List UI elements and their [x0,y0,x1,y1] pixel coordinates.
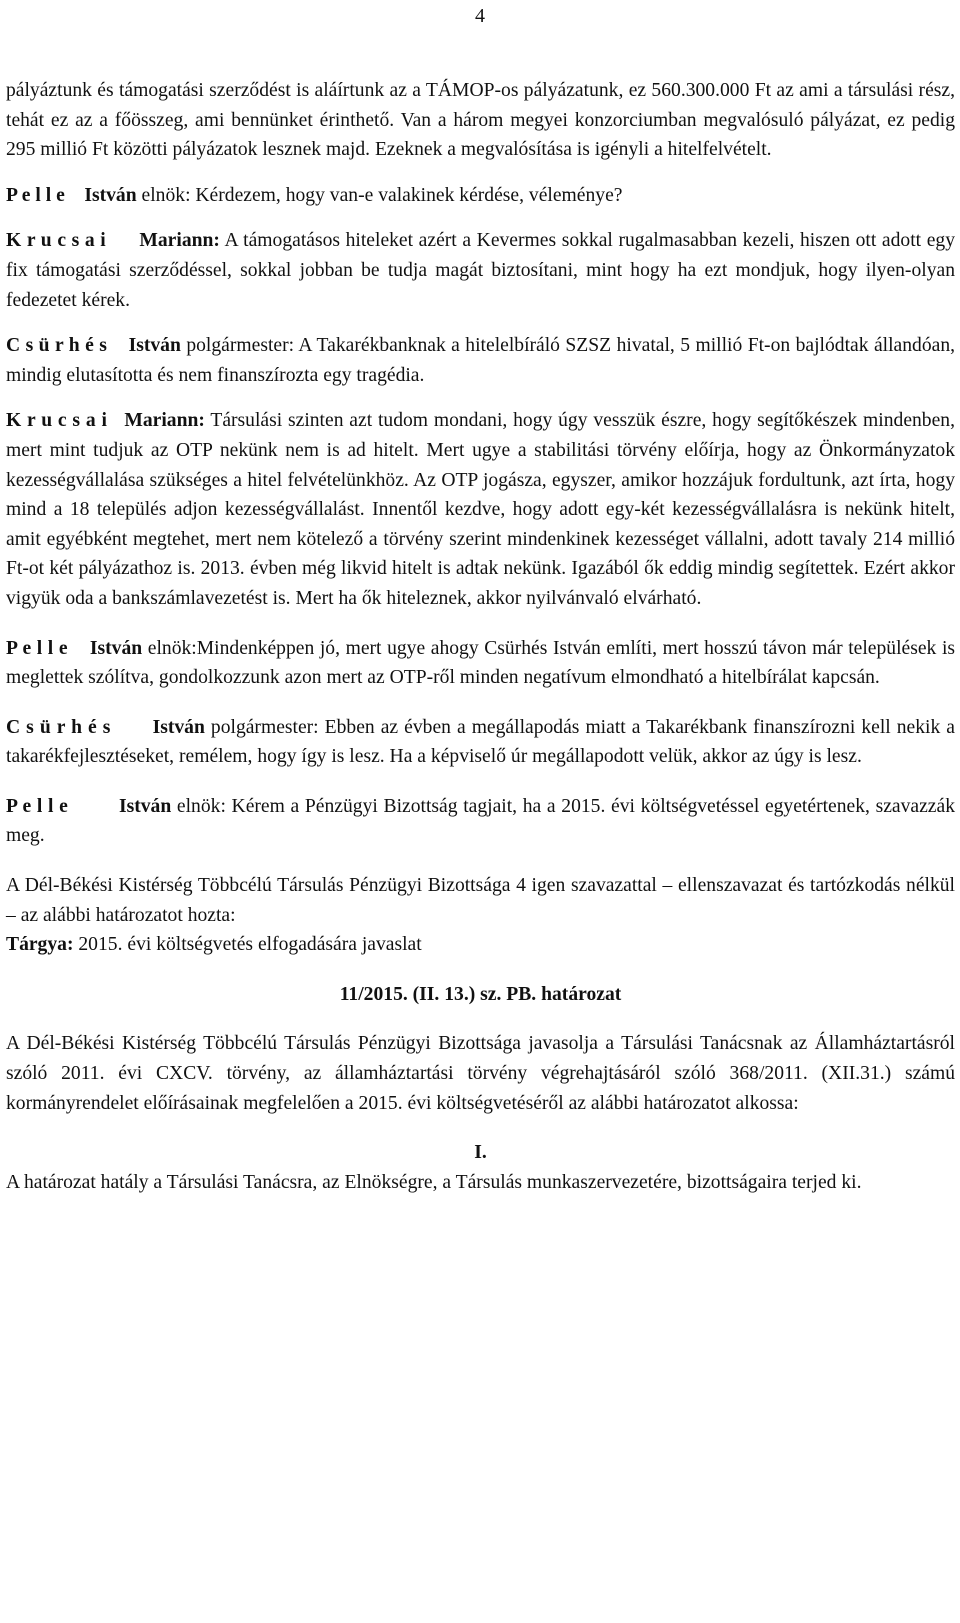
speech-text: Társulási szinten azt tudom mondani, hogy úgy vesszük észre, hogy segítőkészek mindenben, mert mint tudjuk az OTP nekünk nem is ad hitelt. Mert ugye a stabilitási törvény előírja, hogy az Önkormányzatok kezességvállalása szükséges a hitel felvételünkhöz. Az OTP jogásza, egyszer, amikor hozzájuk fordultunk, azt írta, hogy mind a 18 település adjon kezességvállalást. Innentől kezdve, hogy adott egy-két kezességvállalásra is nekünk hitelt, amit egyébként megtehet, mert nem kötelező a törvény szerint mindenkinek kezességet vállalni, adott tavaly 214 millió Ft-ot két pályázathoz is. 2013. évben még likvid hitelt is adtak nekünk. Igazából ők eddig mindig segítettek. Ezért akkor vigyük oda a bankszámlavezetést is. Mert ha ők hiteleznek, akkor nyilvánvaló elvárható. [6,410,955,609]
speaker-surname: K r u c s a i [6,410,107,432]
speech-text: elnök:Mindenképpen jó, mert ugye ahogy Csürhés István említi, mert hosszú távon már települések is meglettek szólítva, gondolkozzunk azon mert az OTP-ről minden negatívum elmondható a hitelbírálat kapcsán. [6,637,956,689]
speech-csurhes-1 [6,331,955,390]
section-numeral-text: I. [474,1142,487,1164]
speech-text: A támogatásos hiteleket azért a Kevermes sokkal rugalmasabban kezeli, hiszen ott adott egy fix támogatási szerződéssel, sokkal jobban be tudja magát biztosítani, mint hogy ha ezt mondjuk, hogy ilyen-olyan fedezetet kérek. [6,230,956,311]
speech-text: polgármester: Ebben az évben a megállapodás miatt a Takarékbank finanszírozni kell nekik a takarékfejlesztéseket, remélem, hogy így is lesz. Ha a képviselő úr megállapodott velük, akkor az úgy is lesz. [6,716,956,768]
speech-pelle-question [6,181,955,211]
speaker-surname: P e l l e [6,184,65,206]
resolution-body: A Dél-Békési Kistérség Többcélú Társulás Pénzügyi Bizottsága javasolja a Társulási Tanácsnak az Államháztartásról szóló 2011. évi CXCV. törvény, az államháztartási törvény végrehajtásáról szóló 368/2011. (XII.31.) számú kormányrendelet előírásainak megfelelően a 2015. évi költségvetéséről az alábbi határozatot alkossa: [6,1033,955,1114]
scope-paragraph: A határozat hatály a Társulási Tanácsra, az Elnökségre, a Társulás munkaszervezetére, bizottságaira terjed ki. [6,1171,862,1193]
speaker-firstname: István [128,335,181,357]
speaker-surname: C s ü r h é s [6,335,107,357]
speaker-firstname: István [89,637,143,659]
speaker-surname: K r u c s a i [6,230,106,252]
speaker-firstname: István [118,795,172,817]
subject-label: Tárgya: [6,934,74,956]
document-body [0,76,960,1197]
speech-text: elnök: Kérem a Pénzügyi Bizottság tagjait, ha a 2015. évi költségvetéssel egyetértenek, szavazzák meg. [6,795,955,847]
section-numeral [6,1138,955,1168]
speaker-firstname: Mariann: [124,410,205,432]
speech-krucsai-1 [6,226,955,315]
subject-text: 2015. évi költségvetés elfogadására javaslat [73,934,422,956]
speech-csurhes-2 [6,713,955,772]
vote-result: A Dél-Békési Kistérség Többcélú Társulás Pénzügyi Bizottsága 4 igen szavazattal – ellenszavazat és tartózkodás nélkül – az alábbi határozatot hozta: [6,875,955,926]
resolution-title-text: 11/2015. (II. 13.) sz. PB. határozat [339,983,622,1005]
speech-krucsai-2 [6,406,955,613]
speech-text: polgármester: A Takarékbanknak a hitelelbíráló SZSZ hivatal, 5 millió Ft-on bajlódtak állandóan, mindig elutasította és nem finanszírozta egy tragédia. [6,335,956,386]
subject-line [6,930,955,960]
speaker-surname: C s ü r h é s [6,716,111,738]
resolution-title [6,980,955,1010]
speaker-surname: P e l l e [6,637,68,659]
speech-pelle-3 [6,792,955,851]
page-number: 4 [475,5,485,27]
speaker-firstname: István [84,184,137,206]
speech-text: elnök: Kérdezem, hogy van-e valakinek kérdése, véleménye? [136,184,623,206]
speaker-surname: P e l l e [6,795,68,817]
speaker-firstname: István [152,716,205,738]
speech-pelle-2 [6,634,955,693]
speaker-firstname: Mariann: [139,230,220,252]
paragraph-intro: pályáztunk és támogatási szerződést is aláírtunk az a TÁMOP-os pályázatunk, ez 560.300.000 Ft az ami a társulási rész, tehát ez az a főösszeg, ami bennünket érinthető. Van a három megyei konzorciumban megvalósuló pályázat, ez pedig 295 millió Ft közötti pályázatok lesznek majd. Ezeknek a megvalósítása is igényli a hitelfelvételt. [6,80,955,161]
